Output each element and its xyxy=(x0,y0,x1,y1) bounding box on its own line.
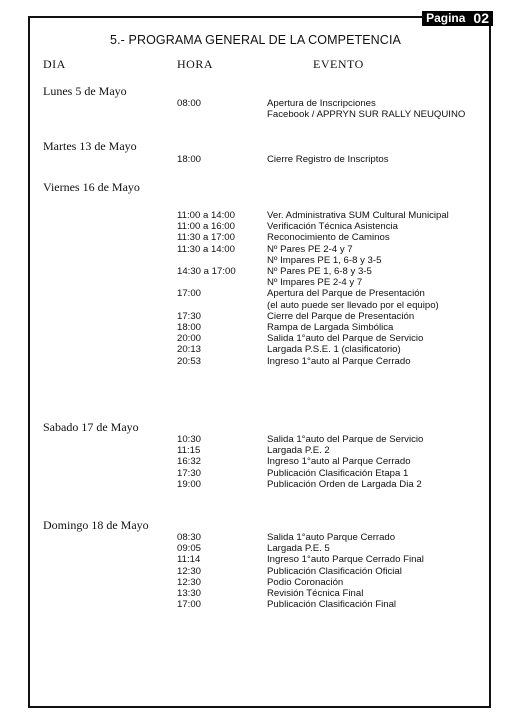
column-header-hora: HORA xyxy=(177,57,214,71)
page-label: Pagina xyxy=(426,11,466,25)
schedule-time: 16:32 xyxy=(177,456,202,468)
schedule-time: 08:30 xyxy=(177,532,202,543)
schedule-event: Nº Impares PE 1, 6-8 y 3-5 xyxy=(267,254,382,266)
schedule-time: 20:53 xyxy=(177,355,202,367)
schedule-event: Revisión Técnica Final xyxy=(267,588,364,599)
schedule-row xyxy=(0,543,511,555)
schedule-event: Publicación Clasificación Final xyxy=(267,599,397,611)
schedule-row xyxy=(0,554,511,566)
schedule-event: Rampa de Largada Simbólica xyxy=(267,322,394,333)
schedule-time: 10:30 xyxy=(177,434,202,445)
schedule-event: Nº Pares PE 1, 6-8 y 3-5 xyxy=(267,266,372,277)
schedule-time: 11:14 xyxy=(177,554,201,566)
schedule-event: Publicación Clasificación Etapa 1 xyxy=(267,467,409,479)
schedule-event: Cierre Registro de Inscriptos xyxy=(267,154,389,165)
schedule-row xyxy=(0,532,511,544)
schedule-row xyxy=(0,221,511,233)
schedule-time: 14:30 a 17:00 xyxy=(177,266,236,277)
schedule-time: 18:00 xyxy=(177,322,202,333)
schedule-row xyxy=(0,322,511,334)
schedule-row xyxy=(0,599,511,611)
schedule-row xyxy=(0,344,511,356)
day-heading: Lunes 5 de Mayo xyxy=(43,84,127,98)
schedule-event: Largada P.E. 2 xyxy=(267,445,330,457)
schedule-event: Publicación Orden de Largada Dia 2 xyxy=(267,478,422,490)
schedule-row xyxy=(0,154,511,166)
schedule-row xyxy=(0,445,511,457)
schedule-row xyxy=(0,288,511,300)
day-heading: Martes 13 de Mayo xyxy=(43,139,137,153)
schedule-time: 17:00 xyxy=(177,599,202,611)
schedule-row xyxy=(0,244,511,256)
schedule-row xyxy=(0,98,511,110)
schedule-event: Reconocimiento de Caminos xyxy=(267,232,390,244)
schedule-row xyxy=(0,266,511,278)
page-badge xyxy=(422,11,493,26)
schedule-event: Podio Coronación xyxy=(267,576,344,588)
schedule-row xyxy=(0,277,511,289)
schedule-row xyxy=(0,232,511,244)
schedule-event: Ingreso 1°auto al Parque Cerrado xyxy=(267,355,411,367)
schedule-time: 11:30 a 17:00 xyxy=(177,232,235,244)
schedule-time: 12:30 xyxy=(177,565,202,577)
column-header-dia: DIA xyxy=(43,57,66,71)
schedule-time: 11:00 a 14:00 xyxy=(177,210,235,221)
schedule-event: Verificación Técnica Asistencia xyxy=(267,221,399,233)
schedule-row xyxy=(0,300,511,312)
schedule-time: 19:00 xyxy=(177,478,202,490)
schedule-event: Nº Impares PE 2-4 y 7 xyxy=(267,277,363,289)
schedule-event: Salida 1°auto del Parque de Servicio xyxy=(267,333,424,345)
schedule-time: 20:13 xyxy=(177,344,202,356)
schedule-row xyxy=(0,456,511,468)
schedule-time: 11:15 xyxy=(177,445,201,457)
schedule-event: Publicación Clasificación Oficial xyxy=(267,565,402,577)
day-heading: Domingo 18 de Mayo xyxy=(43,518,149,532)
day-heading: Sabado 17 de Mayo xyxy=(43,420,139,434)
schedule-row xyxy=(0,434,511,446)
day-heading: Viernes 16 de Mayo xyxy=(43,180,140,194)
schedule-row xyxy=(0,479,511,491)
schedule-time: 17:00 xyxy=(177,288,202,300)
schedule-event: Ver. Administrativa SUM Cultural Municipal xyxy=(267,210,449,221)
page-number: 02 xyxy=(473,10,489,26)
schedule-row xyxy=(0,588,511,600)
schedule-row xyxy=(0,109,511,121)
schedule-time: 17:30 xyxy=(177,467,202,479)
schedule-time: 11:30 a 14:00 xyxy=(177,243,235,255)
schedule-time: 17:30 xyxy=(177,310,202,322)
schedule-row xyxy=(0,255,511,267)
schedule-event: Ingreso 1°auto Parque Cerrado Final xyxy=(267,554,424,566)
schedule-row xyxy=(0,577,511,589)
schedule-event: Salida 1°auto Parque Cerrado xyxy=(267,532,396,543)
schedule-time: 11:00 a 16:00 xyxy=(177,221,235,233)
document-title: 5.- PROGRAMA GENERAL DE LA COMPETENCIA xyxy=(110,33,401,47)
schedule-time: 18:00 xyxy=(177,154,202,165)
schedule-time: 20:00 xyxy=(177,333,202,345)
schedule-row xyxy=(0,566,511,578)
schedule-event: Salida 1°auto del Parque de Servicio xyxy=(267,434,424,445)
schedule-event: Ingreso 1°auto al Parque Cerrado xyxy=(267,456,411,468)
schedule-event: Largada P.S.E. 1 (clasificatorio) xyxy=(267,344,401,356)
schedule-time: 12:30 xyxy=(177,576,202,588)
schedule-time: 09:05 xyxy=(177,543,202,555)
schedule-event: Cierre del Parque de Presentación xyxy=(267,310,415,322)
column-header-evento: EVENTO xyxy=(313,57,364,71)
schedule-row xyxy=(0,311,511,323)
schedule-event: Nº Pares PE 2-4 y 7 xyxy=(267,243,353,255)
schedule-row xyxy=(0,468,511,480)
schedule-event: Apertura del Parque de Presentación xyxy=(267,288,425,300)
schedule-row xyxy=(0,333,511,345)
schedule-event: Largada P.E. 5 xyxy=(267,543,330,555)
schedule-event: Facebook / APPRYN SUR RALLY NEUQUINO xyxy=(267,109,466,121)
schedule-row xyxy=(0,210,511,222)
schedule-time: 08:00 xyxy=(177,98,202,109)
schedule-row xyxy=(0,356,511,368)
schedule-time: 13:30 xyxy=(177,588,202,599)
schedule-event: (el auto puede ser llevado por el equipo) xyxy=(267,299,439,311)
schedule-event: Apertura de Inscripciones xyxy=(267,98,376,109)
